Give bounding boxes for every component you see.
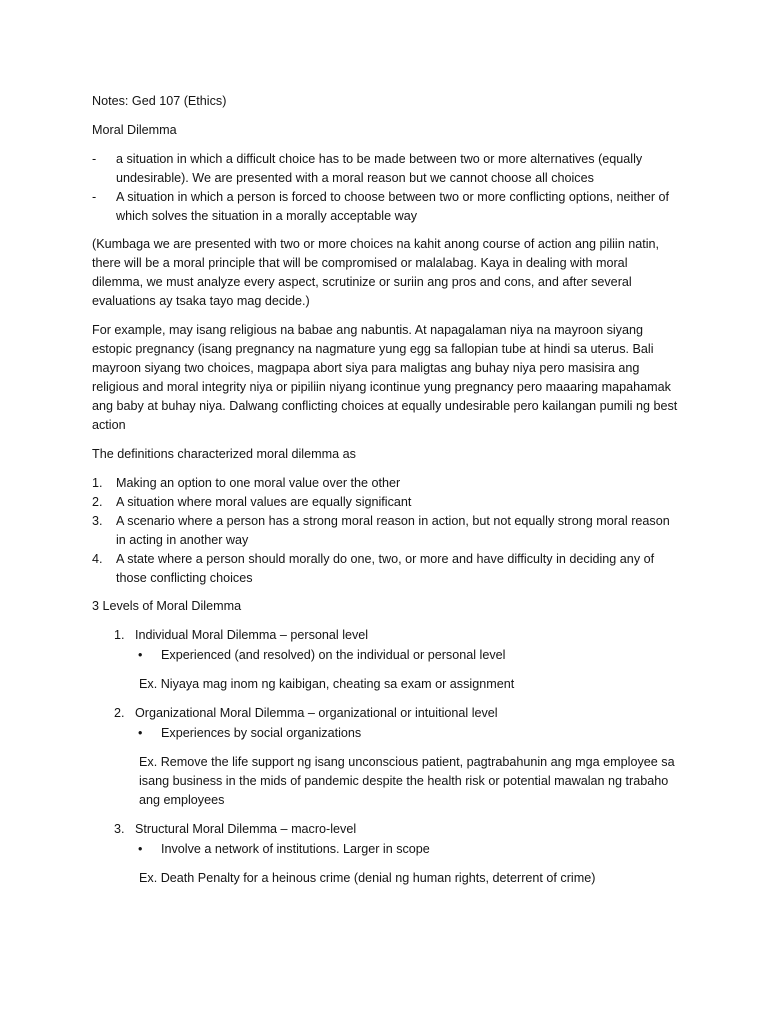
list-number: 2. — [92, 495, 103, 509]
level-item-structural — [92, 820, 680, 888]
list-number: 1. — [92, 476, 103, 490]
definition-text: A situation in which a person is forced to choose between two or more conflicting options, neither of which solves the situation in a morally acceptable way — [116, 190, 670, 223]
level-number: 3. — [114, 822, 125, 836]
level-title-text: Structural Moral Dilemma – macro-level — [135, 822, 357, 836]
level-example: Ex. Remove the life support ng isang unconscious patient, pagtrabahunin ang mga employee sa isang business in the mids of pandemic despite the health risk or potential mawalan ng trabaho ang employees — [139, 755, 675, 807]
section-heading-moral-dilemma: Moral Dilemma — [92, 123, 177, 137]
dash-marker: - — [92, 190, 97, 204]
definition-text: a situation in which a difficult choice has to be made between two or more alternatives (equally undesirable). We are presented with a moral reason but we cannot choose all choices — [116, 152, 643, 185]
list-item — [92, 512, 680, 550]
list-item — [92, 550, 680, 588]
list-item-text: A scenario where a person has a strong moral reason in action, but not equally strong moral reason in acting in another way — [116, 514, 670, 547]
notes-title: Notes: Ged 107 (Ethics) — [92, 94, 227, 108]
list-number: 3. — [92, 514, 103, 528]
level-title — [92, 820, 680, 839]
level-title-text: Organizational Moral Dilemma – organizational or intuitional level — [135, 706, 498, 720]
bullet-dot-icon: • — [138, 842, 143, 856]
bullet-dot-icon: • — [138, 648, 143, 662]
level-number: 2. — [114, 706, 125, 720]
level-number: 1. — [114, 628, 125, 642]
definition-item — [92, 188, 680, 226]
level-example: Ex. Niyaya mag inom ng kaibigan, cheating sa exam or assignment — [139, 677, 515, 691]
level-bullet-text: Experienced (and resolved) on the individual or personal level — [161, 648, 506, 662]
levels-heading: 3 Levels of Moral Dilemma — [92, 599, 242, 613]
level-title — [92, 704, 680, 723]
list-item-text: A state where a person should morally do one, two, or more and have difficulty in deciding any of those conflicting choices — [116, 552, 655, 585]
list-number: 4. — [92, 552, 103, 566]
level-example: Ex. Death Penalty for a heinous crime (denial ng human rights, deterrent of crime) — [139, 871, 596, 885]
list-item-text: A situation where moral values are equally significant — [116, 495, 412, 509]
list-item — [92, 474, 680, 493]
level-bullet — [92, 840, 680, 859]
dash-marker: - — [92, 152, 97, 166]
level-bullet-text: Experiences by social organizations — [161, 726, 362, 740]
level-title-text: Individual Moral Dilemma – personal level — [135, 628, 369, 642]
level-bullet-text: Involve a network of institutions. Larger in scope — [161, 842, 430, 856]
level-item-individual — [92, 626, 680, 694]
definition-item — [92, 150, 680, 188]
definition-list — [92, 150, 680, 226]
characterized-list — [92, 474, 680, 588]
level-bullet — [92, 646, 680, 665]
level-item-organizational — [92, 704, 680, 810]
level-bullet — [92, 724, 680, 743]
example-paragraph: For example, may isang religious na babae ang nabuntis. At napagalaman niya na mayroon siyang estopic pregnancy (isang pregnancy na nagmature yung egg sa fallopian tube at hindi sa uterus. Bali mayroon siyang two choices, magpapa abort siya para maligtas ang buhay niya pero masisira ang religious and moral integrity niya or pipiliin niyang icontinue yung pregnancy pero maaaring mapahamak ang baby at buhay niya. Dalwang conflicting choices at equally undesirable pero kailangan pumili ng best action — [92, 323, 678, 432]
characterized-intro: The definitions characterized moral dilemma as — [92, 447, 356, 461]
list-item-text: Making an option to one moral value over the other — [116, 476, 401, 490]
kumbaga-paragraph: (Kumbaga we are presented with two or more choices na kahit anong course of action ang piliin natin, there will be a moral principle that will be compromised or malalabag. Kaya in dealing with moral dilemma, we must analyze every aspect, scrutinize or suriin ang pros and cons, and after several evaluations ay tsaka tayo mag decide.) — [92, 237, 660, 308]
bullet-dot-icon: • — [138, 726, 143, 740]
level-title — [92, 626, 680, 645]
list-item — [92, 493, 680, 512]
